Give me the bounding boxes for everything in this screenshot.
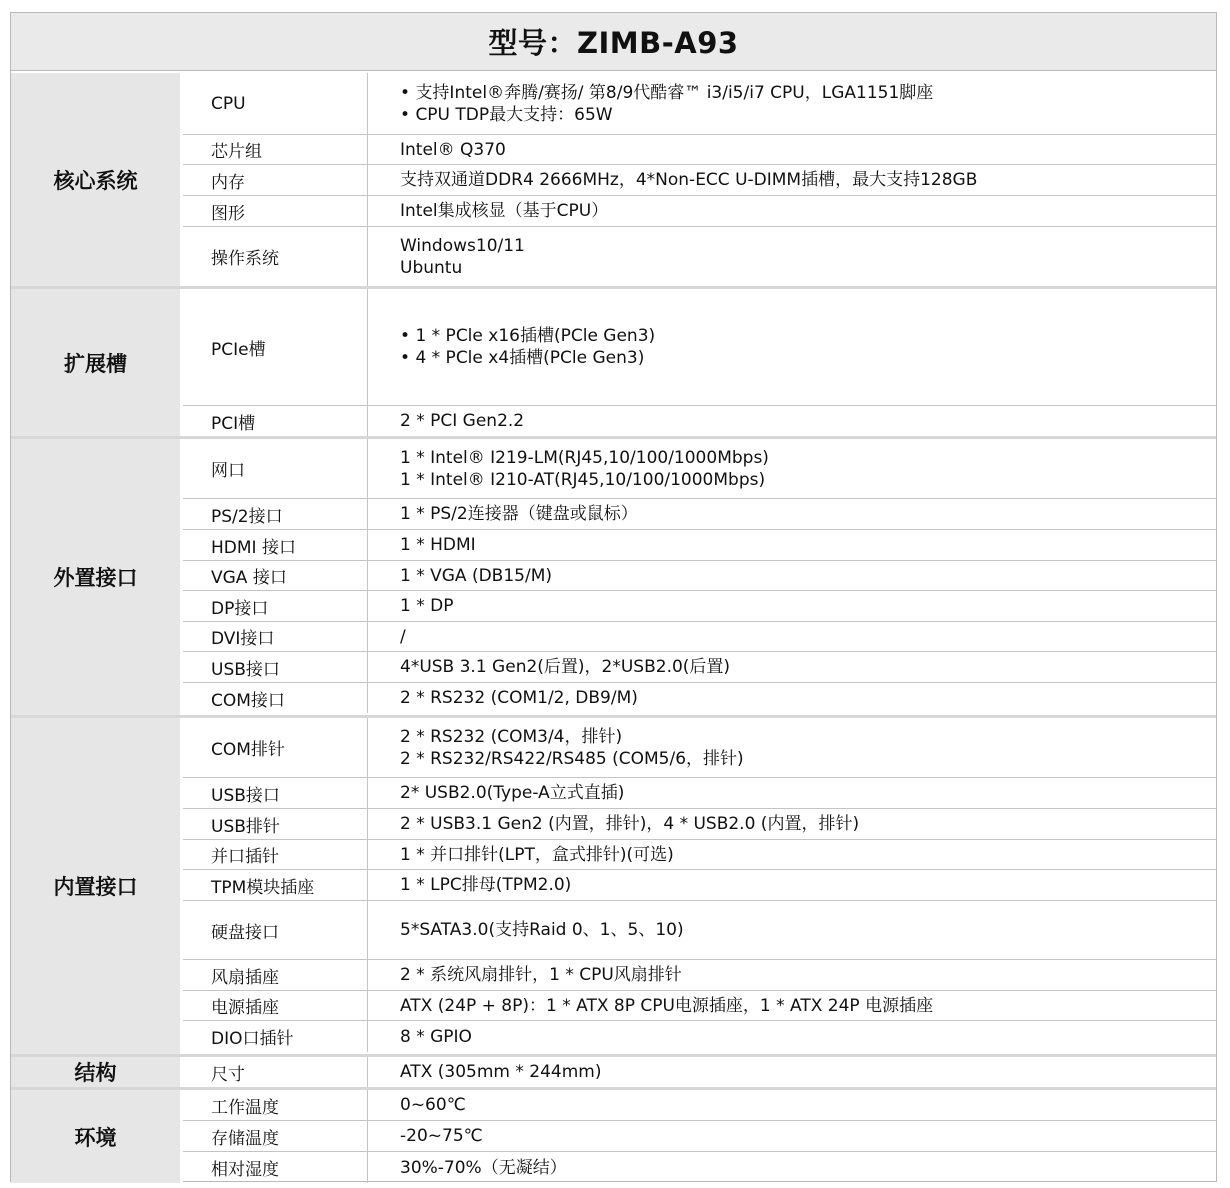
spec-row [183,778,1216,809]
spec-value-line: • 1 * PCle x16插槽(PCle Gen3) [400,325,1216,347]
spec-value [368,1021,1216,1052]
spec-value-line: • 4 * PCle x4插槽(PCle Gen3) [400,347,1216,369]
spec-row [183,439,1216,499]
spec-row [183,499,1216,530]
spec-value-line: 8 * GPIO [400,1026,472,1047]
spec-row [183,960,1216,991]
spec-value-line: 2* USB2.0(Type-A立式直插) [400,783,625,803]
spec-value-line: ATX (305mm * 244mm) [400,1062,602,1082]
spec-label: 内存 [183,165,368,195]
spec-value-line: 2 * RS232 (COM1/2, DB9/M) [400,688,638,708]
spec-value [368,991,1216,1020]
spec-value [368,289,1216,405]
spec-label: HDMI 接口 [183,530,368,560]
category-label: 内置接口 [11,718,183,1054]
spec-value-line: 2 * 系统风扇排针，1 * CPU风扇排针 [400,965,682,985]
spec-label: 操作系统 [183,227,368,286]
spec-value-line: 2 * PCI Gen2.2 [400,411,525,431]
spec-value [368,1057,1216,1087]
spec-label: 芯片组 [183,135,368,164]
spec-value [368,73,1216,134]
spec-value [368,809,1216,839]
spec-value [368,561,1216,590]
spec-value-line: 支持双通道DDR4 2666MHz，4*Non-ECC U-DIMM插槽，最大支持128GB [400,170,978,190]
spec-value [368,652,1216,682]
spec-row [183,840,1216,870]
spec-value-line: 1 * Intel® I210-AT(RJ45,10/100/1000Mbps) [400,469,766,490]
spec-label: COM接口 [183,683,368,713]
spec-value-line: 30%-70%（无凝结） [400,1157,567,1178]
spec-value [368,901,1216,959]
spec-value-line: 1 * VGA (DB15/M) [400,565,553,586]
spec-row [183,1121,1216,1152]
spec-label: 尺寸 [183,1057,368,1087]
spec-value [368,778,1216,808]
spec-value [368,165,1216,195]
spec-row [183,196,1216,227]
spec-row [183,289,1216,406]
spec-value-line: 1 * LPC排母(TPM2.0) [400,875,572,895]
category-label: 结构 [11,1057,183,1087]
spec-row [183,718,1216,778]
spec-value [368,1152,1216,1183]
spec-value [368,683,1216,713]
spec-label: 电源插座 [183,991,368,1020]
spec-label: 相对湿度 [183,1152,368,1183]
spec-value-line: 2 * USB3.1 Gen2 (内置，排针)，4 * USB2.0 (内置，排针) [400,814,860,834]
spec-row [183,73,1216,135]
spec-row [183,530,1216,561]
spec-label: 存储温度 [183,1121,368,1151]
spec-row [183,1057,1216,1087]
model-title: 型号：ZIMB-A93 [11,13,1216,71]
spec-row [183,165,1216,196]
spec-row [183,227,1216,286]
spec-value-line: 0~60℃ [400,1095,466,1115]
spec-rows [183,1057,1216,1087]
spec-row [183,1021,1216,1052]
spec-value-line: 1 * HDMI [400,535,476,555]
spec-value-line: 2 * RS232 (COM3/4，排针) [400,726,623,747]
spec-rows [183,73,1216,286]
spec-value [368,530,1216,560]
spec-row [183,870,1216,901]
section-4 [11,718,1216,1054]
spec-value [368,499,1216,529]
spec-value-line: Intel集成核显（基于CPU） [400,201,609,221]
spec-value-line: 1 * PS/2连接器（键盘或鼠标） [400,504,638,524]
spec-row [183,561,1216,591]
category-label: 核心系统 [11,73,183,286]
section-3 [11,439,1216,715]
spec-label: USB接口 [183,652,368,682]
spec-rows [183,1090,1216,1183]
spec-row [183,901,1216,960]
spec-row [183,809,1216,840]
spec-value [368,870,1216,900]
spec-value-line: • CPU TDP最大支持：65W [400,104,1216,126]
spec-row [183,683,1216,713]
spec-value-line: 4*USB 3.1 Gen2(后置)，2*USB2.0(后置) [400,657,731,677]
spec-value [368,196,1216,226]
spec-rows [183,718,1216,1054]
spec-value-line: 5*SATA3.0(支持Raid 0、1、5、10) [400,920,684,940]
spec-label: DIO口插针 [183,1021,368,1052]
spec-label: PCI槽 [183,406,368,436]
spec-row [183,1090,1216,1121]
spec-rows [183,439,1216,715]
spec-label: 硬盘接口 [183,901,368,959]
spec-value-line: Windows10/11 [400,235,525,256]
spec-label: PCIe槽 [183,289,368,405]
spec-value-line: 1 * DP [400,596,454,616]
spec-value-line: 1 * 并口排针(LPT，盒式排针)(可选) [400,844,674,865]
spec-value-line: 1 * Intel® I219-LM(RJ45,10/100/1000Mbps) [400,447,769,468]
section-5 [11,1057,1216,1087]
spec-row [183,622,1216,652]
spec-label: PS/2接口 [183,499,368,529]
spec-label: 风扇插座 [183,960,368,990]
category-label: 环境 [11,1090,183,1183]
spec-label: 并口插针 [183,840,368,869]
spec-value-line: -20~75℃ [400,1126,483,1146]
spec-label: DP接口 [183,591,368,621]
spec-value-line: 2 * RS232/RS422/RS485 (COM5/6，排针) [400,748,744,769]
spec-label: 工作温度 [183,1090,368,1120]
section-2 [11,289,1216,436]
spec-label: 图形 [183,196,368,226]
spec-value-line: • 支持Intel®奔腾/赛扬/ 第8/9代酷睿™ i3/i5/i7 CPU，LGA1151脚座 [400,82,1216,104]
spec-value [368,718,1216,777]
spec-row [183,591,1216,622]
spec-row [183,406,1216,436]
spec-label: COM排针 [183,718,368,777]
section-6 [11,1090,1216,1183]
spec-label: TPM模块插座 [183,870,368,900]
spec-value [368,439,1216,498]
spec-value [368,1090,1216,1120]
category-label: 外置接口 [11,439,183,715]
spec-value [368,840,1216,869]
spec-label: USB接口 [183,778,368,808]
spec-value [368,227,1216,286]
spec-row [183,135,1216,165]
spec-label: 网口 [183,439,368,498]
spec-rows [183,289,1216,436]
spec-row [183,652,1216,683]
spec-value-line: Ubuntu [400,257,463,278]
spec-row [183,991,1216,1021]
category-label: 扩展槽 [11,289,183,436]
section-1 [11,73,1216,286]
spec-label: CPU [183,73,368,134]
spec-row [183,1152,1216,1183]
spec-value-line: Intel® Q370 [400,139,506,160]
spec-value-line: / [400,626,406,647]
spec-sheet [10,12,1217,1182]
spec-value [368,622,1216,651]
spec-label: USB排针 [183,809,368,839]
spec-value-line: ATX (24P + 8P)：1 * ATX 8P CPU电源插座，1 * ATX 24P 电源插座 [400,995,934,1016]
spec-label: DVI接口 [183,622,368,651]
spec-value [368,135,1216,164]
spec-value [368,1121,1216,1151]
spec-label: VGA 接口 [183,561,368,590]
spec-value [368,960,1216,990]
spec-value [368,406,1216,436]
spec-value [368,591,1216,621]
